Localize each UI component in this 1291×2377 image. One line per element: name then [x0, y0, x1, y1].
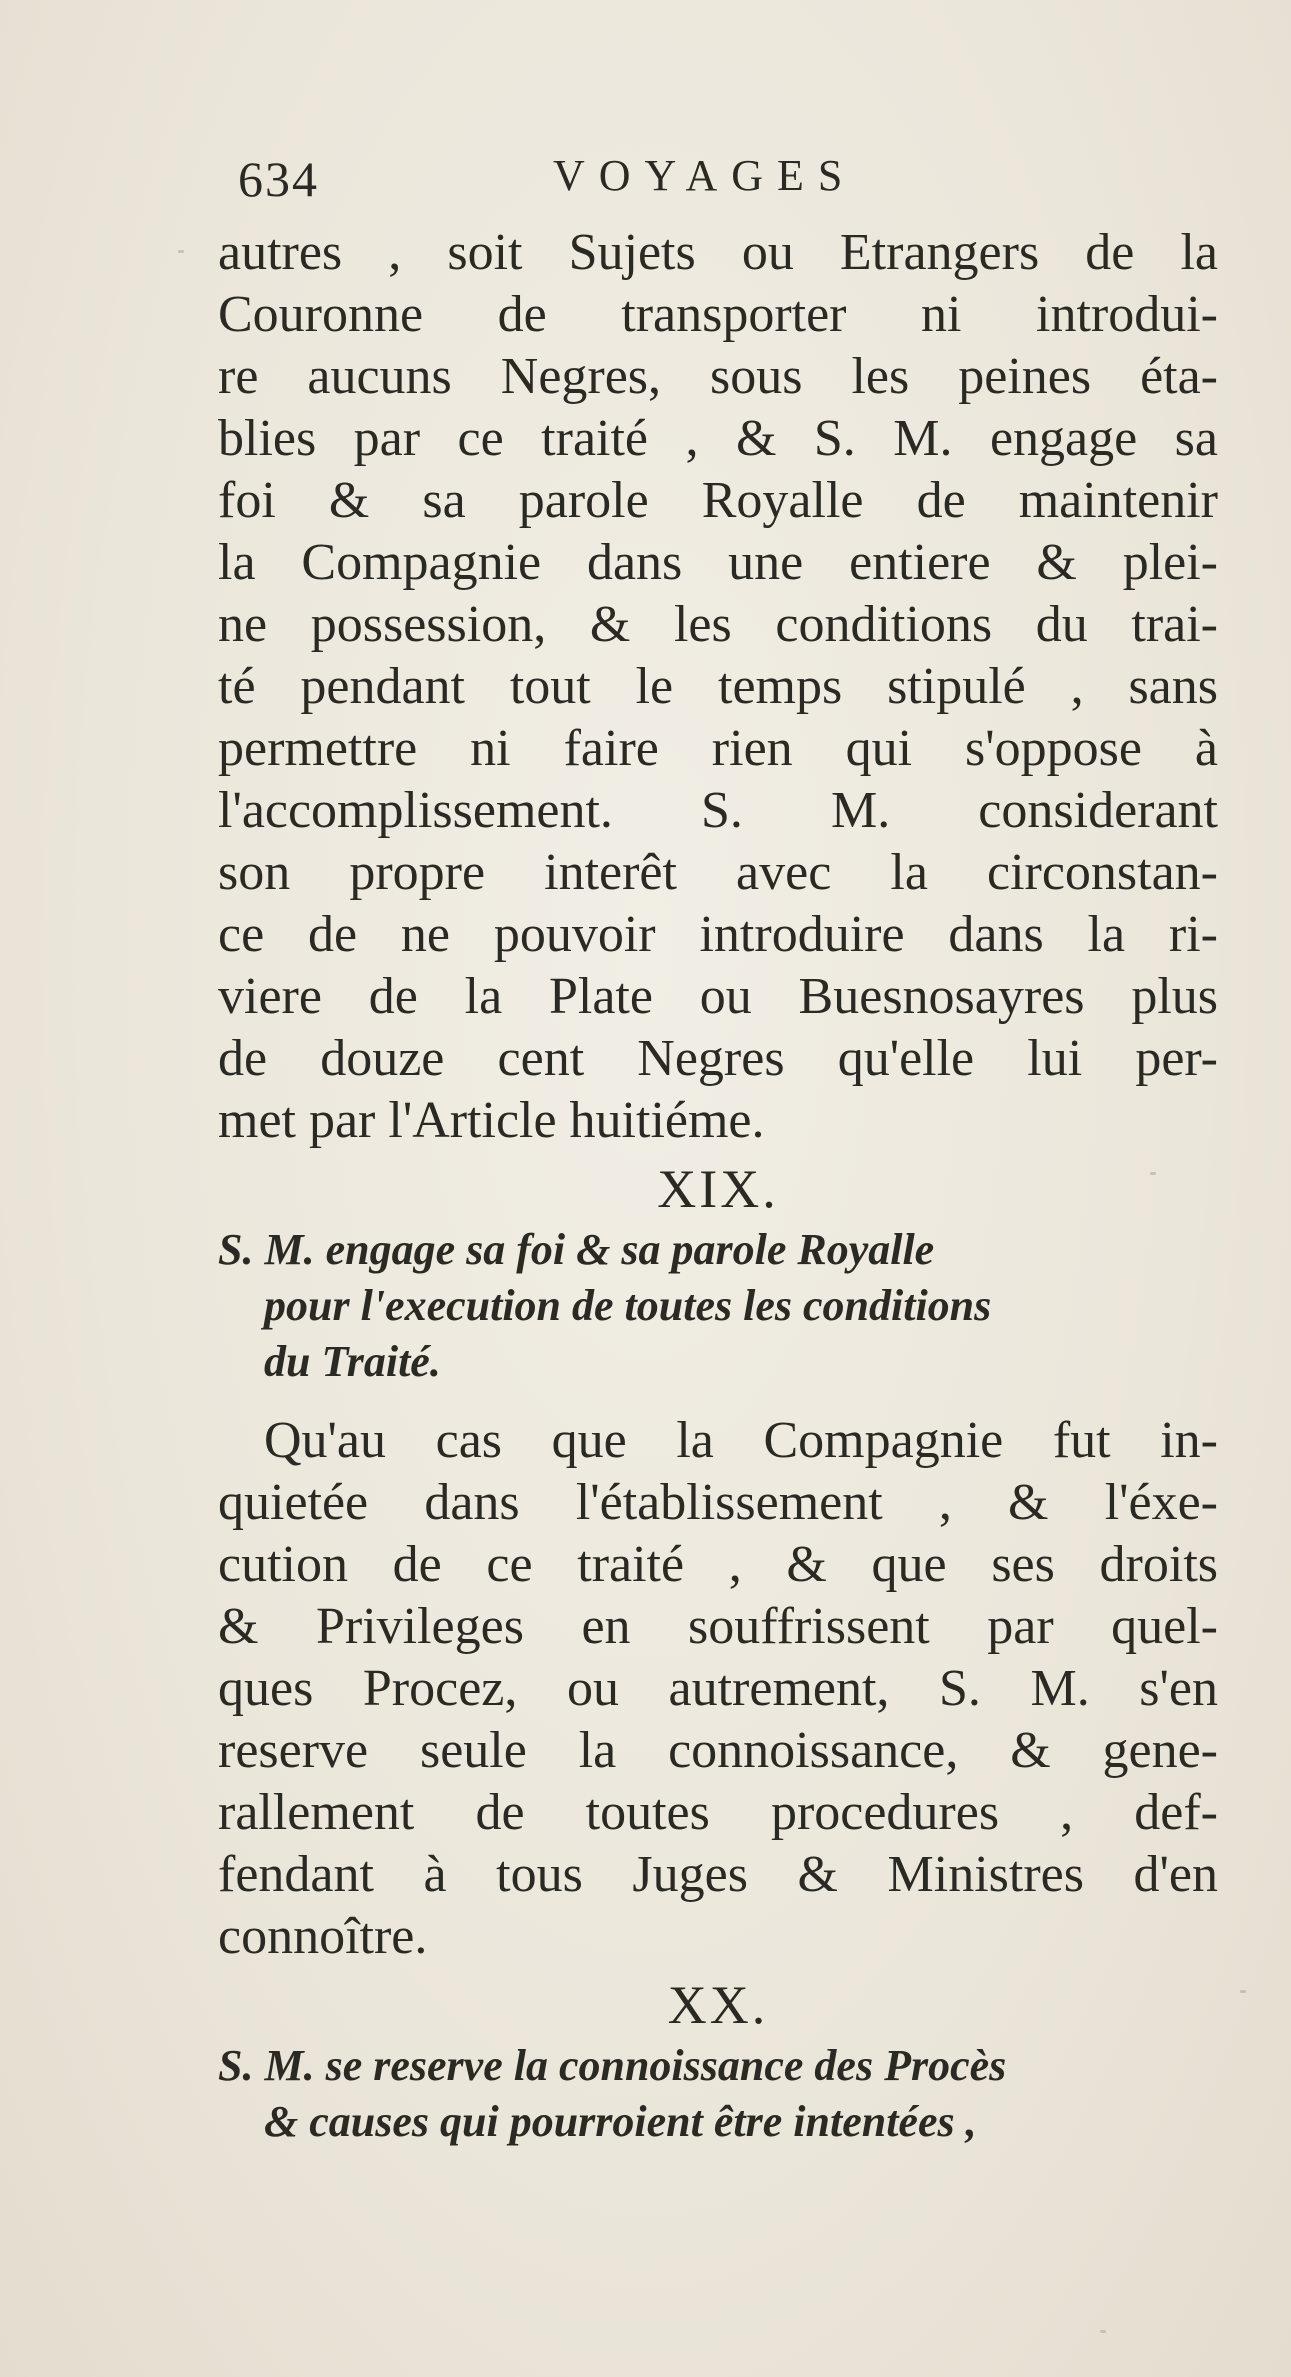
article-summary-line: du Traité.: [264, 1337, 441, 1386]
paper-speck: [1240, 1990, 1246, 1993]
text-line: connoître.: [218, 1908, 428, 1965]
text-line: foi & sa parole Royalle de maintenir: [218, 472, 1218, 529]
text-line: re aucuns Negres, sous les peines éta-: [218, 348, 1218, 405]
page-number: 634: [238, 151, 319, 207]
text-line: Couronne de transporter ni introdui-: [218, 286, 1218, 343]
text-line: ne possession, & les conditions du trai-: [218, 596, 1218, 653]
text-line: rallement de toutes procedures , def-: [218, 1784, 1218, 1841]
running-head: VOYAGES: [553, 151, 857, 200]
paper-speck: [178, 250, 184, 253]
article-number: XX.: [667, 1975, 769, 2035]
page-body: [218, 222, 1218, 2150]
text-line: fendant à tous Juges & Ministres d'en: [218, 1846, 1218, 1903]
text-line: viere de la Plate ou Buesnosayres plus: [218, 968, 1218, 1025]
paper-speck: [1100, 2330, 1106, 2333]
text-line: autres , soit Sujets ou Etrangers de la: [218, 224, 1218, 281]
text-line: de douze cent Negres qu'elle lui per-: [218, 1030, 1218, 1087]
text-line: son propre interêt avec la circonstan-: [218, 844, 1218, 901]
text-line: & Privileges en souffrissent par quel-: [218, 1598, 1218, 1655]
text-line: reserve seule la connoissance, & gene-: [218, 1722, 1218, 1779]
paper-speck: [1150, 1172, 1156, 1175]
text-line: met par l'Article huitiéme.: [218, 1092, 765, 1149]
article-number: XIX.: [657, 1159, 779, 1219]
paragraph-continuation: [218, 222, 1218, 1152]
text-line: ques Procez, ou autrement, S. M. s'en: [218, 1660, 1218, 1717]
article-summary-line: S. M. se reserve la connoissance des Procès: [218, 2041, 1007, 2090]
text-line: permettre ni faire rien qui s'oppose à: [218, 720, 1218, 777]
text-line: la Compagnie dans une entiere & plei-: [218, 534, 1218, 591]
spacer: [218, 1390, 1218, 1410]
article-summary-line: pour l'execution de toutes les conditions: [264, 1281, 992, 1330]
page-header: [238, 150, 1138, 220]
text-line: blies par ce traité , & S. M. engage sa: [218, 410, 1218, 467]
article-summary-line: S. M. engage sa foi & sa parole Royalle: [218, 1225, 935, 1274]
text-line: cution de ce traité , & que ses droits: [218, 1536, 1218, 1593]
text-line: té pendant tout le temps stipulé , sans: [218, 658, 1218, 715]
article-summary-line: & causes qui pourroient être intentées ,: [264, 2097, 977, 2146]
article-xix: [218, 1156, 1218, 1968]
text-line: ce de ne pouvoir introduire dans la ri-: [218, 906, 1218, 963]
article-xx: [218, 1972, 1218, 2150]
text-line: Qu'au cas que la Compagnie fut in-: [264, 1412, 1218, 1469]
text-line: l'accomplissement. S. M. considerant: [218, 782, 1218, 839]
text-line: quietée dans l'établissement , & l'éxe-: [218, 1474, 1218, 1531]
